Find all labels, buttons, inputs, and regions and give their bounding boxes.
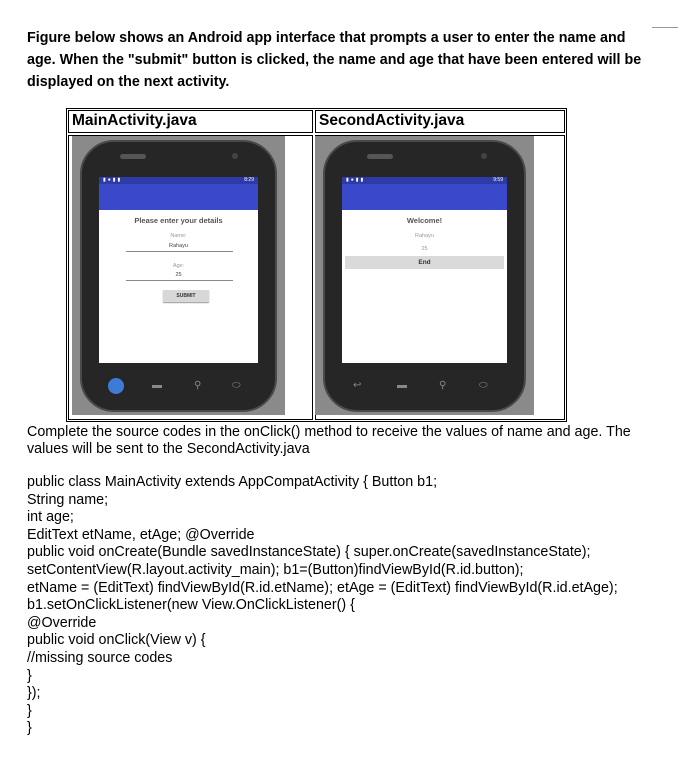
- search-icon[interactable]: ⚲: [439, 380, 447, 391]
- home-icon[interactable]: ⬭: [479, 380, 488, 391]
- code-line: setContentView(R.layout.activity_main); b1=(Button)findViewById(R.id.button);: [27, 561, 524, 578]
- code-block: [27, 474, 677, 738]
- code-line: }: [27, 720, 32, 737]
- phone-body: [80, 140, 277, 412]
- nav-bar: [325, 364, 524, 410]
- phone-body: [323, 140, 526, 412]
- back-icon[interactable]: ↩: [353, 380, 362, 391]
- camera-icon: [232, 153, 238, 159]
- code-line: }: [27, 702, 32, 719]
- menu-icon[interactable]: ▬: [397, 380, 407, 391]
- name-field[interactable]: Rahayu: [169, 243, 188, 249]
- age-field[interactable]: 25: [175, 272, 182, 278]
- nav-bar: [82, 364, 275, 410]
- home-icon[interactable]: ⬭: [232, 380, 241, 391]
- header-rule: [652, 27, 678, 28]
- code-line: b1.setOnClickListener(new View.OnClickListener() {: [27, 597, 355, 614]
- phone-second-activity: [315, 136, 534, 415]
- code-line: }: [27, 667, 32, 684]
- speaker-icon: [367, 154, 393, 159]
- second-screen: [342, 177, 507, 363]
- header-second-activity: SecondActivity.java: [315, 110, 565, 133]
- code-line: //missing source codes: [27, 649, 173, 666]
- name-display: Rahayu: [415, 233, 434, 239]
- notification-icons: ▮●▮▮: [346, 177, 366, 183]
- code-line: int age;: [27, 509, 74, 526]
- status-time: 9:59: [493, 177, 503, 183]
- welcome-title: Welcome!: [406, 216, 443, 225]
- submit-button[interactable]: SUBMIT: [163, 290, 209, 302]
- menu-icon[interactable]: ▬: [152, 380, 162, 391]
- notification-icons: ▮●▮▮: [103, 177, 123, 183]
- status-bar: [99, 177, 258, 184]
- intro-text: Figure below shows an Android app interface that prompts a user to enter the name and age. When the "submit" button is clicked, the name and age that have been entered will be displayed on the next activity.: [27, 30, 642, 90]
- instruction-paragraph: Complete the source codes in the onClick() method to receive the values of name and age. The values will be sent to the SecondActivity.java: [27, 424, 631, 457]
- main-screen: [99, 177, 258, 363]
- code-line: });: [27, 685, 41, 702]
- name-label: Name:: [170, 233, 187, 239]
- code-line: @Override: [27, 614, 97, 631]
- speaker-icon: [120, 154, 146, 159]
- age-underline: [126, 280, 233, 281]
- code-line: public class MainActivity extends AppCompatActivity { Button b1;: [27, 474, 438, 490]
- header-main-activity: MainActivity.java: [68, 110, 313, 133]
- app-bar: [99, 184, 258, 210]
- code-line: public void onCreate(Bundle savedInstanceState) { super.onCreate(savedInstanceState);: [27, 544, 591, 561]
- screen-title: Please enter your details: [134, 216, 223, 225]
- name-underline: [126, 251, 233, 252]
- app-bar: [342, 184, 507, 210]
- code-line: public void onClick(View v) {: [27, 632, 206, 649]
- code-line: etName = (EditText) findViewById(R.id.etName); etAge = (EditText) findViewById(R.id.etAge);: [27, 579, 618, 596]
- search-icon[interactable]: ⚲: [194, 380, 202, 391]
- age-label: Age:: [172, 263, 185, 269]
- end-button[interactable]: End: [345, 256, 504, 269]
- phone-main-activity: [72, 136, 285, 415]
- code-line: String name;: [27, 491, 109, 508]
- home-app-icon[interactable]: [108, 378, 124, 394]
- status-time: 8:29: [244, 177, 254, 183]
- code-line: EditText etName, etAge; @Override: [27, 526, 255, 543]
- status-bar: [342, 177, 507, 184]
- age-display: 25: [421, 246, 428, 252]
- camera-icon: [481, 153, 487, 159]
